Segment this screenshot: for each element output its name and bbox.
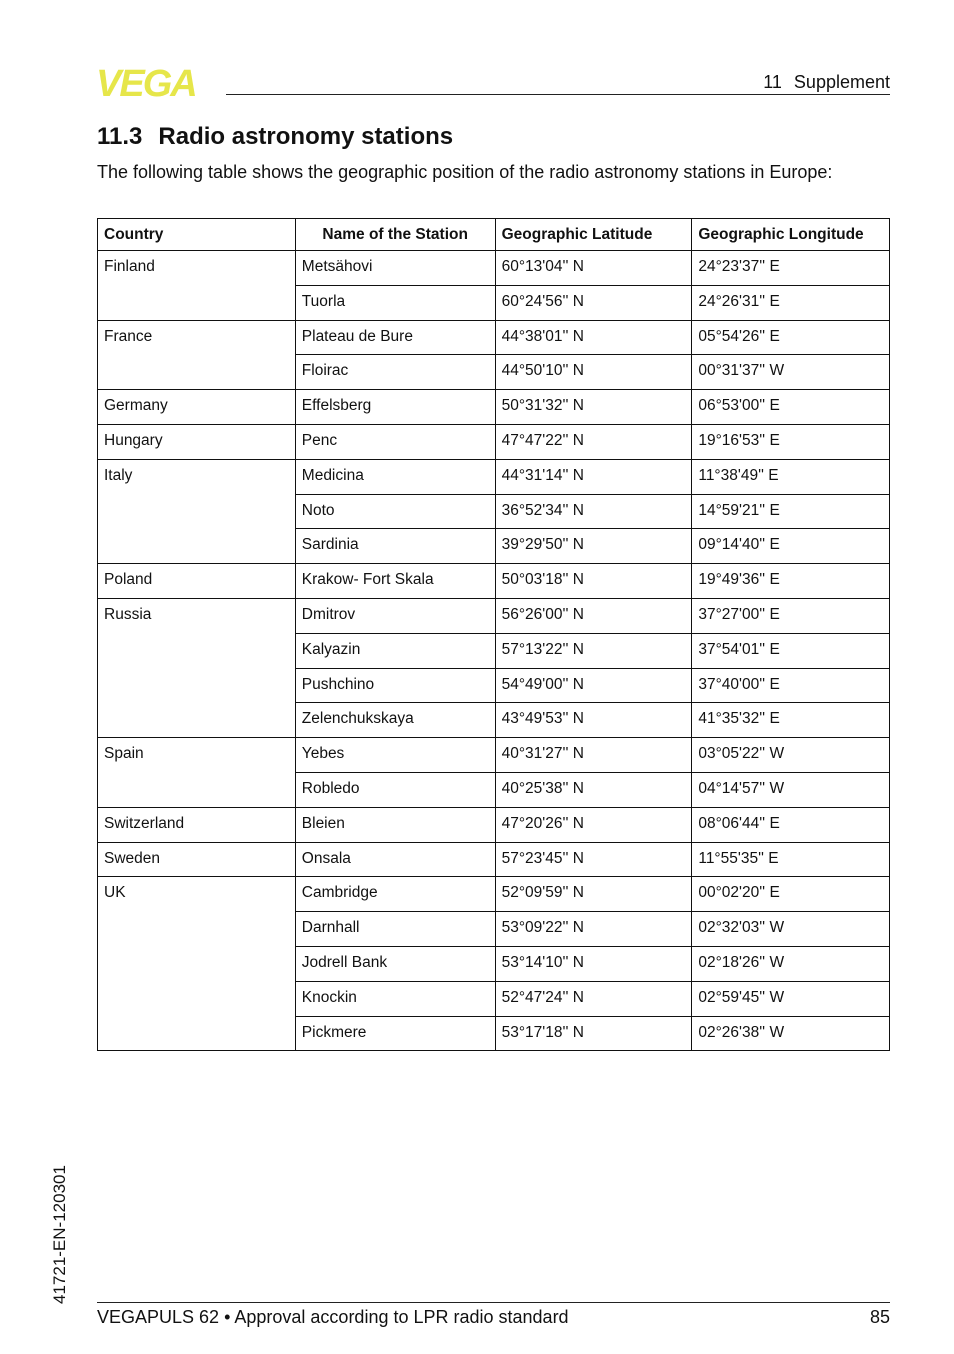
table-row [98,807,890,842]
table-row [98,842,890,877]
station-cell: Jodrell Bank [295,946,495,981]
station-cell: Noto [295,494,495,529]
latitude-cell: 57°23'45'' N [495,842,692,877]
page-heading [97,123,453,151]
table-row [98,877,890,912]
table-header-row [98,219,890,251]
longitude-cell: 24°26'31'' E [692,285,890,320]
longitude-cell: 41°35'32'' E [692,703,890,738]
country-cell: France [98,320,296,390]
longitude-cell: 06°53'00'' E [692,390,890,425]
latitude-cell: 36°52'34'' N [495,494,692,529]
header-latitude: Geographic Latitude [495,219,692,251]
station-cell: Darnhall [295,912,495,947]
table-row [98,598,890,633]
intro-text: The following table shows the geographic position of the radio astronomy stations in Europe: [97,162,833,182]
country-cell: Italy [98,459,296,563]
country-cell: Sweden [98,842,296,877]
table-body [98,251,890,1051]
latitude-cell: 60°13'04'' N [495,251,692,286]
footer-rule [97,1302,890,1303]
latitude-cell: 50°03'18'' N [495,564,692,599]
latitude-cell: 40°25'38'' N [495,772,692,807]
longitude-cell: 02°26'38'' W [692,1016,890,1051]
station-cell: Knockin [295,981,495,1016]
latitude-cell: 44°50'10'' N [495,355,692,390]
country-cell: UK [98,877,296,1051]
country-cell: Poland [98,564,296,599]
latitude-cell: 54°49'00'' N [495,668,692,703]
header-station: Name of the Station [295,219,495,251]
longitude-cell: 37°54'01'' E [692,633,890,668]
station-cell: Pushchino [295,668,495,703]
latitude-cell: 43°49'53'' N [495,703,692,738]
longitude-cell: 02°32'03'' W [692,912,890,947]
table-row [98,564,890,599]
latitude-cell: 60°24'56'' N [495,285,692,320]
section-label [763,72,890,93]
latitude-cell: 56°26'00'' N [495,598,692,633]
document-code: 41721-EN-120301 [50,1165,69,1304]
latitude-cell: 52°47'24'' N [495,981,692,1016]
longitude-cell: 37°27'00'' E [692,598,890,633]
table-row [98,459,890,494]
latitude-cell: 40°31'27'' N [495,738,692,773]
country-cell: Switzerland [98,807,296,842]
latitude-cell: 53°14'10'' N [495,946,692,981]
table-row [98,390,890,425]
latitude-cell: 47°47'22'' N [495,424,692,459]
station-cell: Cambridge [295,877,495,912]
heading-title: Radio astronomy stations [158,123,454,150]
longitude-cell: 09°14'40'' E [692,529,890,564]
svg-text:VEGA: VEGA [96,66,196,98]
latitude-cell: 57°13'22'' N [495,633,692,668]
latitude-cell: 52°09'59'' N [495,877,692,912]
station-cell: Metsähovi [295,251,495,286]
section-title: Supplement [793,72,890,92]
latitude-cell: 39°29'50'' N [495,529,692,564]
station-cell: Medicina [295,459,495,494]
table-row [98,738,890,773]
latitude-cell: 44°31'14'' N [495,459,692,494]
table-row [98,320,890,355]
longitude-cell: 03°05'22'' W [692,738,890,773]
longitude-cell: 37°40'00'' E [692,668,890,703]
station-cell: Krakow- Fort Skala [295,564,495,599]
longitude-cell: 24°23'37'' E [692,251,890,286]
station-cell: Onsala [295,842,495,877]
station-cell: Zelenchukskaya [295,703,495,738]
country-cell: Finland [98,251,296,321]
longitude-cell: 11°38'49'' E [692,459,890,494]
stations-table [97,218,890,1051]
station-cell: Floirac [295,355,495,390]
longitude-cell: 04°14'57'' W [692,772,890,807]
latitude-cell: 47°20'26'' N [495,807,692,842]
country-cell: Russia [98,598,296,737]
latitude-cell: 50°31'32'' N [495,390,692,425]
longitude-cell: 00°31'37'' W [692,355,890,390]
section-number: 11 [763,72,782,92]
country-cell: Hungary [98,424,296,459]
header-rule [226,94,890,95]
longitude-cell: 11°55'35'' E [692,842,890,877]
longitude-cell: 05°54'26'' E [692,320,890,355]
longitude-cell: 08°06'44'' E [692,807,890,842]
station-cell: Penc [295,424,495,459]
longitude-cell: 19°16'53'' E [692,424,890,459]
station-cell: Yebes [295,738,495,773]
table-row [98,251,890,286]
longitude-cell: 00°02'20'' E [692,877,890,912]
header-country: Country [98,219,296,251]
header-longitude: Geographic Longitude [692,219,890,251]
station-cell: Sardinia [295,529,495,564]
station-cell: Robledo [295,772,495,807]
station-cell: Effelsberg [295,390,495,425]
station-cell: Bleien [295,807,495,842]
country-cell: Spain [98,738,296,808]
table-row [98,424,890,459]
latitude-cell: 53°17'18'' N [495,1016,692,1051]
longitude-cell: 19°49'36'' E [692,564,890,599]
country-cell: Germany [98,390,296,425]
station-cell: Kalyazin [295,633,495,668]
latitude-cell: 44°38'01'' N [495,320,692,355]
latitude-cell: 53°09'22'' N [495,912,692,947]
footer-text: VEGAPULS 62 • Approval according to LPR radio standard [97,1307,569,1327]
longitude-cell: 02°59'45'' W [692,981,890,1016]
station-cell: Plateau de Bure [295,320,495,355]
station-cell: Dmitrov [295,598,495,633]
station-cell: Tuorla [295,285,495,320]
heading-number: 11.3 [97,123,143,150]
vega-logo [96,66,220,98]
station-cell: Pickmere [295,1016,495,1051]
longitude-cell: 14°59'21'' E [692,494,890,529]
longitude-cell: 02°18'26'' W [692,946,890,981]
page-number: 85 [869,1307,890,1327]
